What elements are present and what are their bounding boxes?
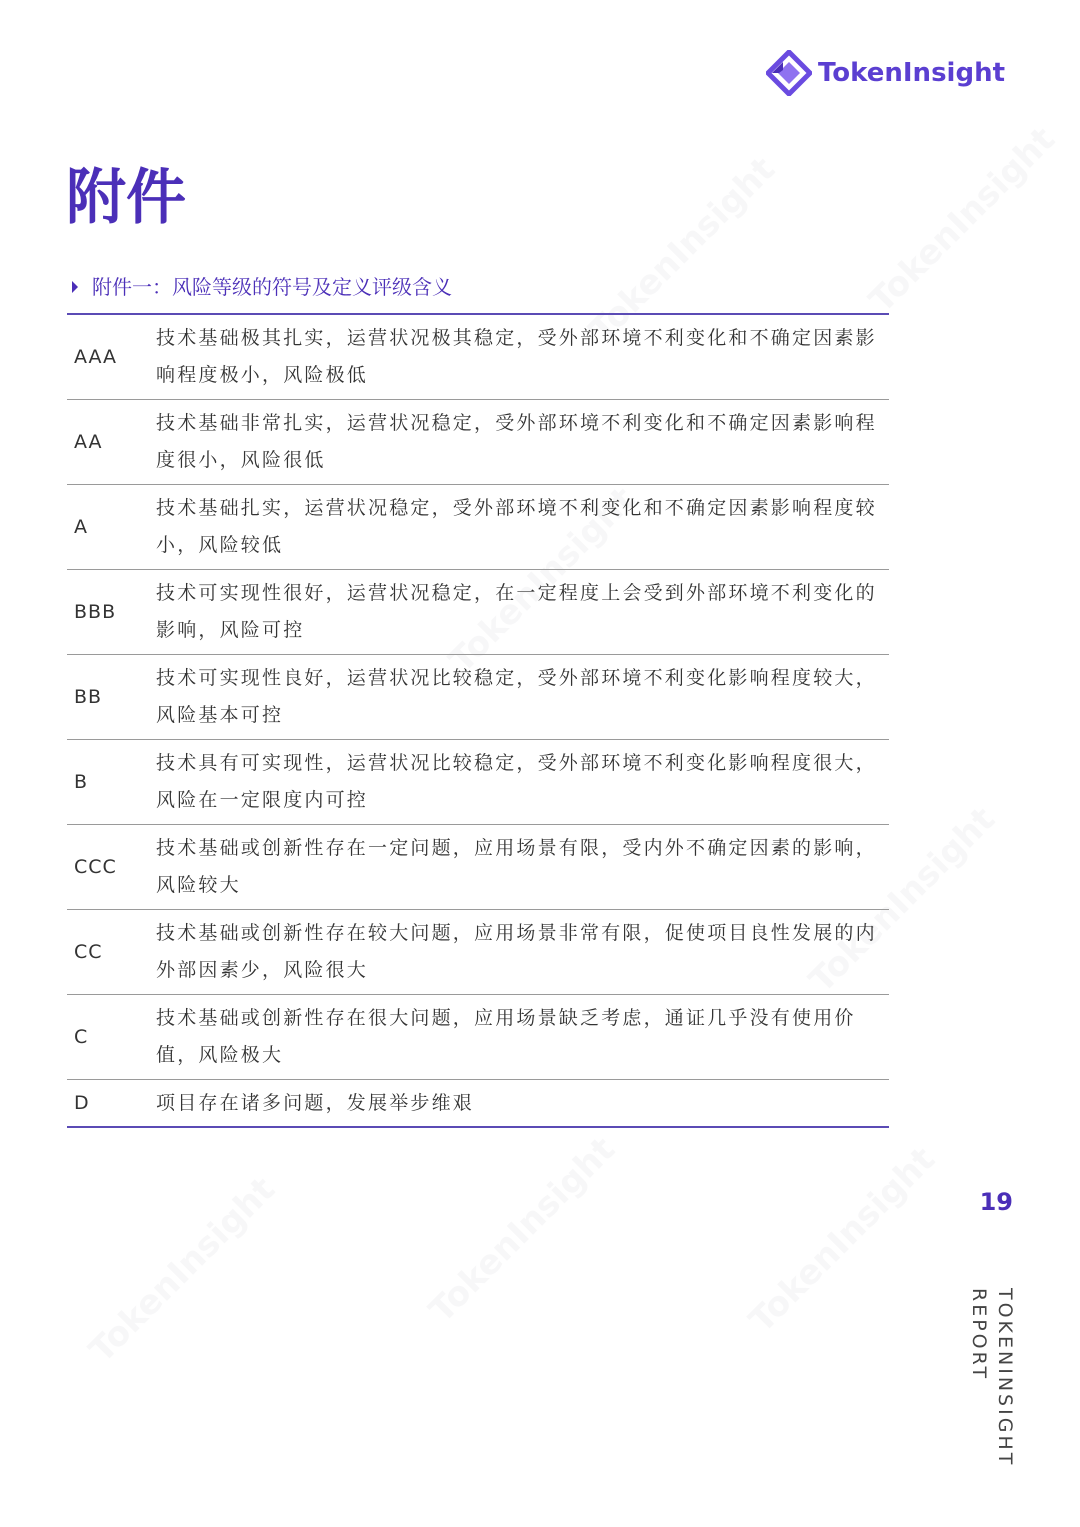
rating-description: 技术基础或创新性存在较大问题，应用场景非常有限，促使项目良性发展的内外部因素少，风险很大 [156, 922, 877, 981]
rating-row [67, 400, 889, 485]
watermark: TokenInsight [81, 1169, 283, 1371]
rating-code: AAA [74, 346, 118, 368]
watermark: TokenInsight [441, 479, 643, 681]
rating-row [67, 570, 889, 655]
section-heading-text: 附件一：风险等级的符号及定义评级含义 [92, 275, 452, 299]
rating-description: 技术可实现性良好，运营状况比较稳定，受外部环境不利变化影响程度较大，风险基本可控 [156, 667, 877, 726]
triangle-bullet-icon [72, 281, 78, 293]
rating-code: CCC [74, 856, 117, 878]
tokeninsight-logo-icon [766, 50, 812, 96]
side-report-label [966, 1288, 1018, 1467]
rating-description: 技术基础或创新性存在一定问题，应用场景有限，受内外不确定因素的影响，风险较大 [156, 837, 877, 896]
watermark: TokenInsight [801, 799, 1003, 1001]
rating-row [67, 485, 889, 570]
rating-description: 技术基础或创新性存在很大问题，应用场景缺乏考虑，通证几乎没有使用价值，风险极大 [156, 1007, 856, 1066]
watermark: TokenInsight [421, 1129, 623, 1331]
page-title: 附件 [66, 163, 186, 233]
rating-description: 技术具有可实现性，运营状况比较稳定，受外部环境不利变化影响程度很大，风险在一定限度内可控 [156, 752, 877, 811]
side-label-line2: REPORT [968, 1288, 990, 1382]
side-label-line1: TOKENINSIGHT [994, 1288, 1016, 1468]
watermark: TokenInsight [741, 1139, 943, 1341]
watermark: TokenInsight [581, 149, 783, 351]
rating-row [67, 910, 889, 995]
rating-code: CC [74, 941, 103, 963]
rating-code: A [74, 516, 88, 538]
rating-code: D [74, 1092, 90, 1114]
rating-row [67, 995, 889, 1080]
rating-description: 技术基础非常扎实，运营状况稳定，受外部环境不利变化和不确定因素影响程度很小，风险很低 [156, 412, 877, 471]
rating-table [67, 313, 889, 1128]
rating-row [67, 315, 889, 400]
rating-row [67, 825, 889, 910]
rating-description: 技术基础极其扎实，运营状况极其稳定，受外部环境不利变化和不确定因素影响程度极小，风险极低 [156, 327, 877, 386]
rating-row [67, 655, 889, 740]
watermark: TokenInsight [861, 119, 1063, 321]
brand-name: TokenInsight [818, 58, 1006, 88]
rating-code: B [74, 771, 89, 793]
rating-code: C [74, 1026, 89, 1048]
rating-description: 技术可实现性很好，运营状况稳定，在一定程度上会受到外部环境不利变化的影响，风险可控 [156, 582, 877, 641]
page-number: 19 [979, 1188, 1013, 1216]
rating-row [67, 1080, 889, 1126]
rating-code: AA [74, 431, 103, 453]
rating-description: 项目存在诸多问题，发展举步维艰 [156, 1091, 475, 1114]
rating-code: BBB [74, 601, 117, 623]
rating-code: BB [74, 686, 103, 708]
rating-row [67, 740, 889, 825]
rating-description: 技术基础扎实，运营状况稳定，受外部环境不利变化和不确定因素影响程度较小，风险较低 [156, 497, 877, 556]
brand-logo [766, 50, 1005, 96]
section-heading [72, 272, 452, 302]
